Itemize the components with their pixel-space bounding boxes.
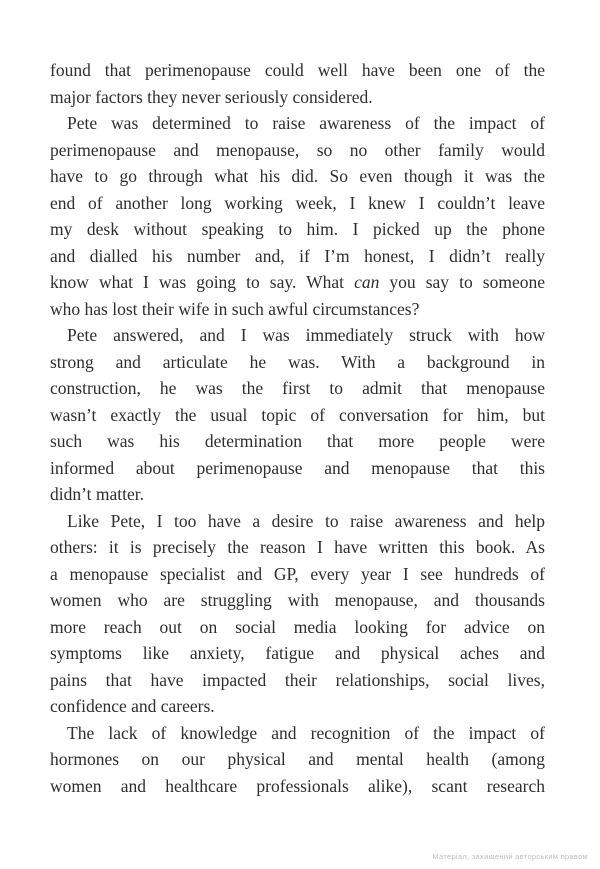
text-line: and dialled his number and, if I’m honest, I didn’t really bbox=[50, 245, 545, 266]
text-line: construction, he was the first to admit that menopause bbox=[50, 378, 545, 398]
text-line: know what I was going to say. What can you say to someone bbox=[50, 272, 545, 292]
text-line: strong and articulate he was. With a background in bbox=[50, 351, 545, 372]
text-line: a menopause specialist and GP, every year I see hundreds of bbox=[50, 563, 545, 584]
text-line: wasn’t exactly the usual topic of conversation for him, but bbox=[50, 404, 545, 425]
text-line: Like Pete, I too have a desire to raise awareness and help bbox=[67, 510, 545, 531]
paragraph bbox=[50, 57, 545, 110]
text-line: women who are struggling with menopause, and thousands bbox=[50, 590, 545, 610]
paragraph bbox=[50, 720, 545, 800]
text-line: women and healthcare professionals alike), scant research bbox=[50, 775, 545, 796]
paragraph bbox=[50, 508, 545, 720]
text-line: Pete answered, and I was immediately struck with how bbox=[67, 325, 545, 345]
copyright-watermark: Матеріал, захищений авторським правом bbox=[432, 852, 588, 861]
text-line: didn’t matter. bbox=[50, 484, 144, 504]
page-text bbox=[50, 57, 545, 799]
paragraph bbox=[50, 110, 545, 322]
text-line: such was his determination that more people were bbox=[50, 431, 545, 451]
text-line: The lack of knowledge and recognition of the impact of bbox=[67, 722, 545, 743]
text-line: found that perimenopause could well have been one of the bbox=[50, 60, 545, 80]
text-line: my desk without speaking to him. I picked up the phone bbox=[50, 219, 545, 239]
text-line: informed about perimenopause and menopause that this bbox=[50, 457, 545, 478]
text-line: major factors they never seriously considered. bbox=[50, 86, 373, 107]
text-line: Pete was determined to raise awareness of the impact of bbox=[67, 113, 545, 133]
text-line: more reach out on social media looking for advice on bbox=[50, 616, 545, 637]
text-line: end of another long working week, I knew I couldn’t leave bbox=[50, 192, 545, 213]
text-line: symptoms like anxiety, fatigue and physical aches and bbox=[50, 643, 545, 663]
text-line: others: it is precisely the reason I have written this book. As bbox=[50, 537, 545, 557]
text-line: confidence and careers. bbox=[50, 696, 215, 716]
paragraph bbox=[50, 322, 545, 508]
text-line: have to go through what his did. So even though it was the bbox=[50, 166, 545, 186]
text-line: hormones on our physical and mental health (among bbox=[50, 749, 545, 769]
text-line: who has lost their wife in such awful circumstances? bbox=[50, 298, 420, 319]
text-line: pains that have impacted their relationships, social lives, bbox=[50, 669, 545, 690]
text-line: perimenopause and menopause, so no other family would bbox=[50, 139, 545, 160]
